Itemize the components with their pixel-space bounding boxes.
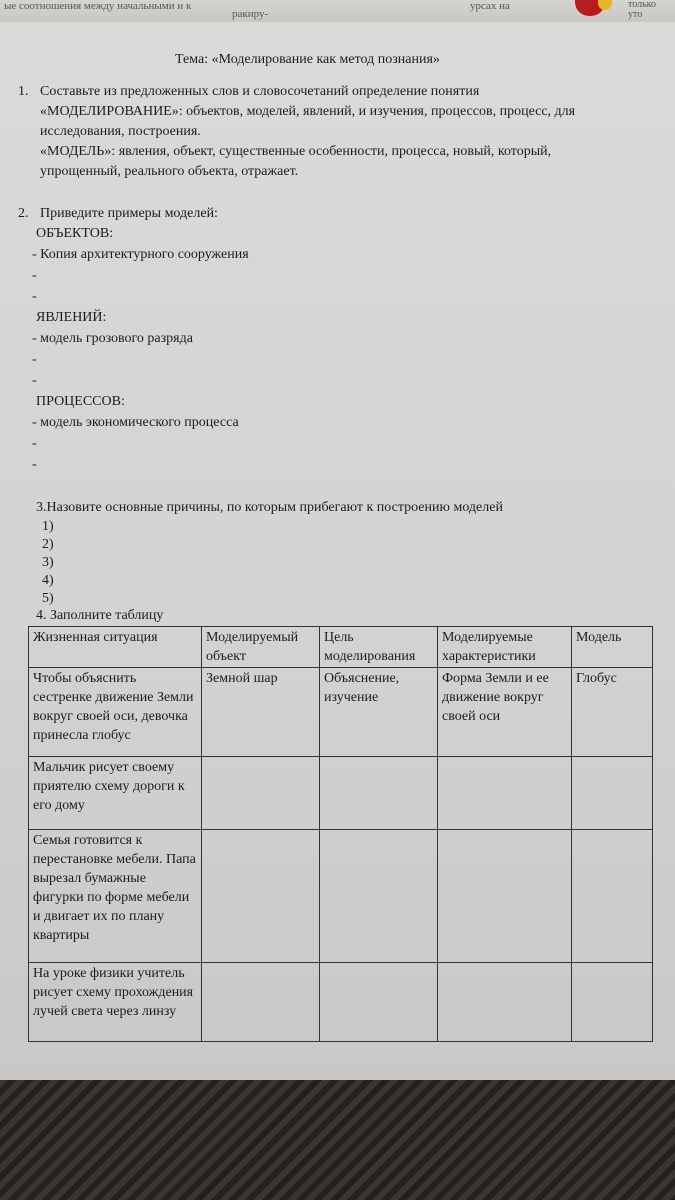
q2-text: Приведите примеры моделей: (40, 206, 218, 221)
table-cell (320, 830, 438, 963)
table-cell: Глобус (572, 668, 653, 757)
objects-label: ОБЪЕКТОВ: (36, 226, 114, 241)
objects-item: - Копия архитектурного сооружения (32, 247, 249, 262)
background-cloth (0, 1080, 675, 1200)
q3-answer-slot: 3) (42, 555, 54, 570)
processes-label: ПРОЦЕССОВ: (36, 394, 125, 409)
q2-number: 2. (18, 206, 29, 221)
q1-line: «МОДЕЛИРОВАНИЕ»: объектов, моделей, явлений, и изучения, процессов, процесс, для (40, 104, 576, 119)
table-cell: Мальчик рисует своему приятелю схему дороги к его дому (29, 757, 202, 830)
table-cell (572, 963, 653, 1042)
worksheet-page (0, 22, 675, 1090)
table-cell (202, 830, 320, 963)
q1-line: упрощенный, реального объекта, отражает. (40, 164, 299, 179)
q3-text: 3.Назовите основные причины, по которым прибегают к построению моделей (36, 500, 503, 515)
header-cell: Модель (572, 627, 653, 668)
q1-text (40, 82, 650, 182)
table-row (29, 963, 653, 1042)
table-row (29, 668, 653, 757)
processes-item: - модель экономического процесса (32, 415, 239, 430)
table-cell: Объяснение, изучение (320, 668, 438, 757)
table-cell (438, 963, 572, 1042)
table-cell: Чтобы объяснить сестренке движение Земли вокруг своей оси, девочка принесла глобус (29, 668, 202, 757)
yellow-object (598, 0, 612, 10)
table-cell (320, 757, 438, 830)
table-cell: Семья готовится к перестановке мебели. Папа вырезал бумажные фигурки по форме мебели и двигает их по плану квартиры (29, 830, 202, 963)
table-cell (320, 963, 438, 1042)
processes-item: - (32, 457, 37, 472)
table-row (29, 830, 653, 963)
q3-answer-slot: 4) (42, 573, 54, 588)
table-cell (438, 830, 572, 963)
previous-page-edge (0, 0, 675, 22)
header-cell: Жизненная ситуация (29, 627, 202, 668)
q1-line: Составьте из предложенных слов и словосочетаний определение понятия (40, 84, 480, 99)
table-cell (438, 757, 572, 830)
table-cell: Форма Земли и ее движение вокруг своей оси (438, 668, 572, 757)
q3-answer-slot: 2) (42, 537, 54, 552)
processes-item: - (32, 436, 37, 451)
phenomena-item: - (32, 352, 37, 367)
table-header-row (29, 627, 653, 668)
phenomena-item: - модель грозового разряда (32, 331, 193, 346)
page-title: Тема: «Моделирование как метод познания» (175, 52, 440, 67)
table-cell: На уроке физики учитель рисует схему прохождения лучей света через линзу (29, 963, 202, 1042)
table-cell (202, 963, 320, 1042)
modeling-table (28, 626, 653, 1042)
prev-page-text-2: ракиру- (232, 8, 269, 20)
prev-page-text-4: только уто (628, 0, 657, 20)
q1-line: «МОДЕЛЬ»: явления, объект, существенные особенности, процесса, новый, который, (40, 144, 552, 159)
prev-page-text-3: урсах на (470, 0, 510, 12)
phenomena-item: - (32, 373, 37, 388)
objects-item: - (32, 268, 37, 283)
table-cell (572, 830, 653, 963)
table-row (29, 757, 653, 830)
phenomena-label: ЯВЛЕНИЙ: (36, 310, 107, 325)
table-cell: Земной шар (202, 668, 320, 757)
objects-item: - (32, 289, 37, 304)
header-cell: Моделируемый объект (202, 627, 320, 668)
header-cell: Цель моделирования (320, 627, 438, 668)
q3-answer-slot: 5) (42, 591, 54, 606)
q1-number: 1. (18, 84, 29, 99)
header-cell: Моделируемые характеристики (438, 627, 572, 668)
q3-answer-slot: 1) (42, 519, 54, 534)
q4-text: 4. Заполните таблицу (36, 608, 164, 623)
q1-line: исследования, построения. (40, 124, 201, 139)
prev-page-text-1: ые соотношения между начальными и к (4, 0, 192, 12)
table-cell (572, 757, 653, 830)
table-cell (202, 757, 320, 830)
